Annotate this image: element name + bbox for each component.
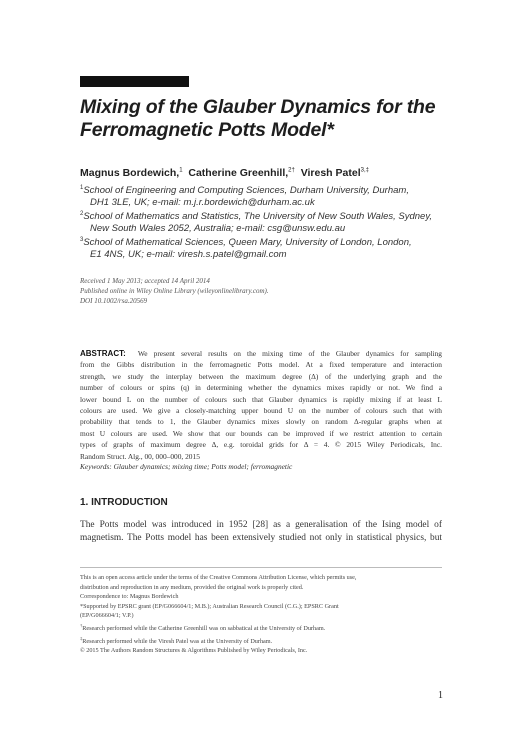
author-sup: 1 [179, 167, 183, 174]
doi-line: DOI 10.1002/rsa.20569 [80, 297, 148, 305]
date-line: Published online in Wiley Online Library (wileyonlinelibrary.com). [80, 287, 269, 295]
footnote-line: Research performed while the Viresh Patel was at the University of Durham. [82, 637, 273, 645]
footnote-divider [80, 567, 442, 568]
publication-dates [80, 276, 269, 306]
footnote-line: distribution and reproduction in any medium, provided the original work is properly cited. [80, 583, 304, 591]
footnote-line: Research performed while the Catherine Greenhill was on sabbatical at the University of Durham. [82, 625, 326, 633]
intro-paragraph [80, 519, 442, 544]
affiliation-line: School of Engineering and Computing Sciences, Durham University, Durham, [83, 185, 409, 197]
abstract-line: lower bound L on the number of colours such that Glauber dynamics is rapidly mixing if at least L [80, 394, 442, 404]
affiliation-line: School of Mathematical Sciences, Queen Mary, University of London, London, [83, 237, 412, 249]
title-line: Ferromagnetic Potts Model* [80, 119, 334, 141]
abstract-label: ABSTRACT: [80, 349, 126, 358]
author-sup: 3,‡ [360, 167, 369, 174]
affiliation [80, 208, 480, 235]
footnote-line: © 2015 The Authors Random Structures & Algorithms Published by Wiley Periodicals, Inc. [80, 647, 308, 655]
author-sup: 2† [288, 167, 295, 174]
affiliation-sup: 3 [80, 237, 84, 243]
abstract-line: most U colours are used. We show that our bounds can be improved if we restrict attention to certain [80, 428, 442, 438]
abstract-line: We present several results on the mixing time of the Glauber dynamics for sampling [137, 349, 443, 358]
footnote-line: *Supported by EPSRC grant (EP/G066604/1; M.B.); Australian Research Council (C.G.); EPSRC Grant [80, 602, 339, 610]
affiliation-sup: 1 [80, 185, 84, 191]
footnote-line: This is an open access article under the terms of the Creative Commons Attribution License, which permits use, [80, 574, 357, 581]
footnotes [80, 573, 442, 656]
date-line: Received 1 May 2013; accepted 14 April 2014 [80, 277, 210, 285]
affiliation-line: E1 4NS, UK; e-mail: viresh.s.patel@gmail.com [90, 249, 287, 261]
footnote-sup: † [80, 622, 83, 628]
affiliation-line: New South Wales 2052, Australia; e-mail: csg@unsw.edu.au [90, 223, 346, 235]
footnote-line: Correspondence to: Magnus Bordewich [80, 593, 179, 601]
keywords: Keywords: Glauber dynamics; mixing time; Potts model; ferromagnetic [80, 462, 293, 471]
intro-line: The Potts model was introduced in 1952 [28] as a generalisation of the Ising model of [80, 520, 442, 530]
author-name: Catherine Greenhill, [188, 167, 289, 179]
title-line: Mixing of the Glauber Dynamics for the [80, 96, 436, 118]
abstract-line: from the Gibbs distribution in the ferromagnetic Potts model. At a fixed temperature and interaction [80, 360, 442, 370]
affiliation [80, 234, 480, 261]
abstract-line: types of graphs of maximum degree Δ, e.g. toroidal grids for Δ = 4. © 2015 Wiley Periodicals, Inc. [80, 440, 442, 450]
abstract-line: probability that tends to 1, the Glauber dynamics mixes slowly on random Δ-regular graphs when at [80, 417, 442, 427]
page-number: 1 [438, 690, 443, 701]
footnote-sup: ‡ [80, 635, 83, 641]
author-name: Magnus Bordewich, [80, 167, 180, 179]
author-name: Viresh Patel [300, 167, 361, 179]
affiliation-sup: 2 [80, 211, 84, 217]
intro-line: magnetism. The Potts model has been extensively studied not only in statistical physics, but [80, 532, 442, 543]
author-list [80, 167, 369, 179]
section-heading: 1. INTRODUCTION [80, 497, 168, 508]
abstract-line: colours are used. We give a closely-matching upper bound U on the number of colours such that with [80, 406, 442, 416]
affiliation [80, 182, 480, 209]
header-bar [80, 76, 189, 87]
abstract-line: strength, we study the interplay between the maximum degree (Δ) of the underlying graph and the [80, 371, 442, 381]
abstract [80, 348, 442, 462]
abstract-line: number of colours or spins (q) in determining whether the dynamics mixes rapidly or not. We find a [80, 383, 442, 393]
affiliation-line: School of Mathematics and Statistics, The University of New South Wales, Sydney, [83, 211, 433, 223]
footnote-line: (EP/G066604/1; V.P.) [80, 612, 134, 620]
affiliation-line: DH1 3LE, UK; e-mail: m.j.r.bordewich@durham.ac.uk [90, 197, 315, 209]
abstract-line: Random Struct. Alg., 00, 000–000, 2015 [80, 451, 200, 461]
paper-title [80, 96, 500, 142]
